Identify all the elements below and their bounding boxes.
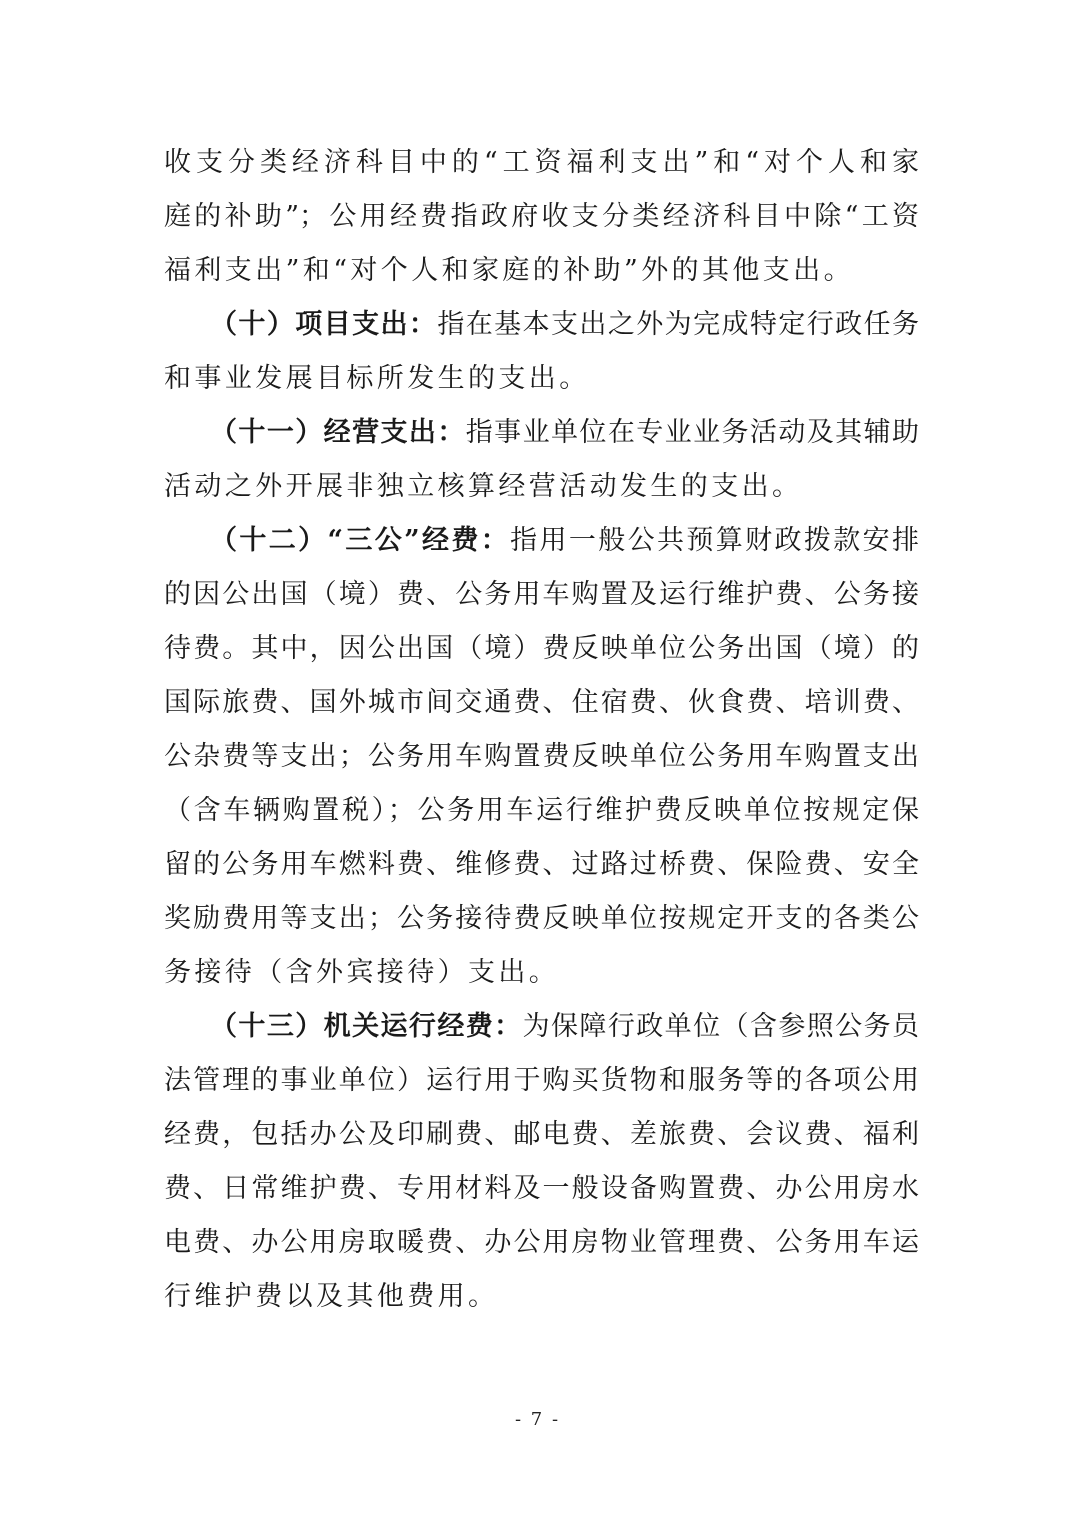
line-text: 法管理的事业单位）运行用于购买货物和服务等的各项公用: [164, 1065, 919, 1096]
text-line: [164, 460, 919, 514]
line-text: 经费，包括办公及印刷费、邮电费、差旅费、会议费、福利: [164, 1119, 919, 1150]
line-text: 奖励费用等支出；公务接待费反映单位按规定开支的各类公: [164, 903, 919, 934]
page-number: - 7 -: [514, 1409, 561, 1430]
section-heading: （十）项目支出：: [210, 309, 438, 340]
text-line: [164, 1054, 919, 1108]
paragraph: [164, 136, 919, 298]
paragraph: [164, 298, 919, 406]
line-text: 公杂费等支出；公务用车购置费反映单位公务用车购置支出: [164, 741, 919, 772]
line-text: 国际旅费、国外城市间交通费、住宿费、伙食费、培训费、: [164, 687, 919, 718]
paragraph: [164, 1000, 919, 1324]
text-line: [164, 838, 919, 892]
line-text: 指用一般公共预算财政拨款安排: [510, 525, 920, 556]
line-text: 指事业单位在专业业务活动及其辅助: [465, 417, 919, 448]
line-text: 指在基本支出之外为完成特定行政任务: [437, 309, 920, 340]
line-text: 活动之外开展非独立核算经营活动发生的支出。: [164, 471, 803, 502]
line-text: 待费。其中，因公出国（境）费反映单位公务出国（境）的: [164, 633, 919, 664]
paragraph: [164, 406, 919, 514]
line-text: 和事业发展目标所发生的支出。: [164, 363, 590, 394]
text-line: [164, 1000, 919, 1054]
line-text: 务接待（含外宾接待）支出。: [164, 957, 560, 988]
text-line: [164, 730, 919, 784]
text-line: [164, 1162, 919, 1216]
text-line: [164, 676, 919, 730]
text-line: [164, 514, 919, 568]
line-text: 电费、办公用房取暖费、办公用房物业管理费、公务用车运: [164, 1227, 919, 1258]
line-text: 费、日常维护费、专用材料及一般设备购置费、办公用房水: [164, 1173, 919, 1204]
line-text: 的因公出国（境）费、公务用车购置及运行维护费、公务接: [164, 579, 919, 610]
text-line: [164, 406, 919, 460]
text-line: [164, 1216, 919, 1270]
body-text: [164, 136, 919, 1324]
text-line: [164, 784, 919, 838]
paragraph: [164, 514, 919, 1000]
text-line: [164, 568, 919, 622]
text-line: [164, 622, 919, 676]
text-line: [164, 1108, 919, 1162]
line-text: 留的公务用车燃料费、维修费、过路过桥费、保险费、安全: [164, 849, 919, 880]
text-line: [164, 352, 919, 406]
text-line: [164, 1270, 919, 1324]
line-text: 行维护费以及其他费用。: [164, 1281, 499, 1312]
line-text: 收支分类经济科目中的“工资福利支出”和“对个人和家: [164, 147, 919, 178]
line-text: 福利支出”和“对个人和家庭的补助”外的其他支出。: [164, 255, 855, 286]
text-line: [164, 136, 919, 190]
section-heading: （十三）机关运行经费：: [210, 1011, 523, 1042]
text-line: [164, 190, 919, 244]
text-line: [164, 244, 919, 298]
text-line: [164, 892, 919, 946]
line-text: 为保障行政单位（含参照公务员: [522, 1011, 920, 1042]
text-line: [164, 298, 919, 352]
line-text: 庭的补助”；公用经费指政府收支分类经济科目中除“工资: [164, 201, 919, 232]
line-text: （含车辆购置税）；公务用车运行维护费反映单位按规定保: [164, 795, 919, 826]
section-heading: （十二）“三公”经费：: [210, 525, 511, 556]
section-heading: （十一）经营支出：: [210, 417, 466, 448]
text-line: [164, 946, 919, 1000]
